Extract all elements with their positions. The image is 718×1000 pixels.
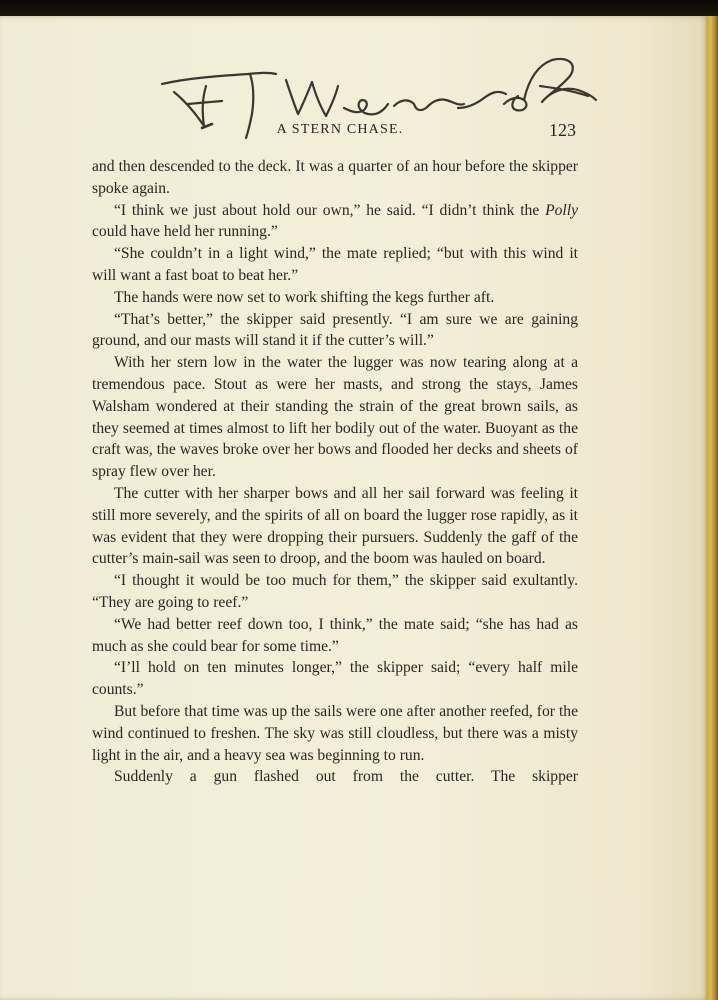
running-head bbox=[92, 120, 578, 142]
paragraph: “I’ll hold on ten minutes longer,” the skipper said; “every half mile counts.” bbox=[92, 659, 578, 699]
paragraph-text: “I think we just about hold our own,” he said. “I didn’t think the bbox=[114, 201, 546, 219]
paragraph: Suddenly a gun flashed out from the cutter. The skipper bbox=[114, 768, 578, 786]
paragraph: But before that time was up the sails were one after another reefed, for the wind continued to freshen. The sky was still cloudless, but there was a misty light in the air, and a heavy sea was beginning to run. bbox=[92, 702, 578, 764]
paragraph bbox=[92, 200, 578, 244]
paragraph: and then descended to the deck. It was a quarter of an hour before the skipper spoke again. bbox=[92, 158, 578, 197]
paragraph: “She couldn’t in a light wind,” the mate replied; “but with this wind it will want a fast boat to beat her.” bbox=[92, 245, 578, 284]
paragraph-text: could have held her running.” bbox=[92, 223, 278, 241]
book-spine-edge bbox=[706, 16, 718, 1000]
paragraph: “We had better reef down too, I think,” the mate said; “she has had as much as she could bear for some time.” bbox=[92, 615, 578, 655]
page-number: 123 bbox=[549, 120, 576, 140]
paragraph: The hands were now set to work shifting the kegs further aft. bbox=[114, 288, 495, 306]
ship-name: Polly bbox=[545, 201, 578, 219]
paragraph: “That’s better,” the skipper said presently. “I am sure we are gaining ground, and our masts will stand it if the cutter’s will.” bbox=[92, 310, 578, 350]
chapter-title: A STERN CHASE. bbox=[276, 122, 404, 137]
paragraph: “I thought it would be too much for them,” the skipper said exultantly. “They are going to reef.” bbox=[92, 572, 578, 611]
body-text bbox=[92, 156, 578, 788]
paragraph: The cutter with her sharper bows and all her sail forward was feeling it still more severely, and the spirits of all on board the lugger rose rapidly, as it was evident that they were dropping their pursuers. Suddenly the gaff of the cutter’s main-sail was seen to droop, and the boom was hauled on board. bbox=[92, 484, 578, 568]
paragraph: With her stern low in the water the lugger was now tearing along at a tremendous pace. Stout as were her masts, and strong the stays, James Walsham wondered at their standing the strain of the great brown sails, as they seemed at times almost to lift her bodily out of the water. Buoyant as the craft was, the waves broke over her bows and flooded her decks and sheets of spray flew over her. bbox=[92, 354, 578, 481]
